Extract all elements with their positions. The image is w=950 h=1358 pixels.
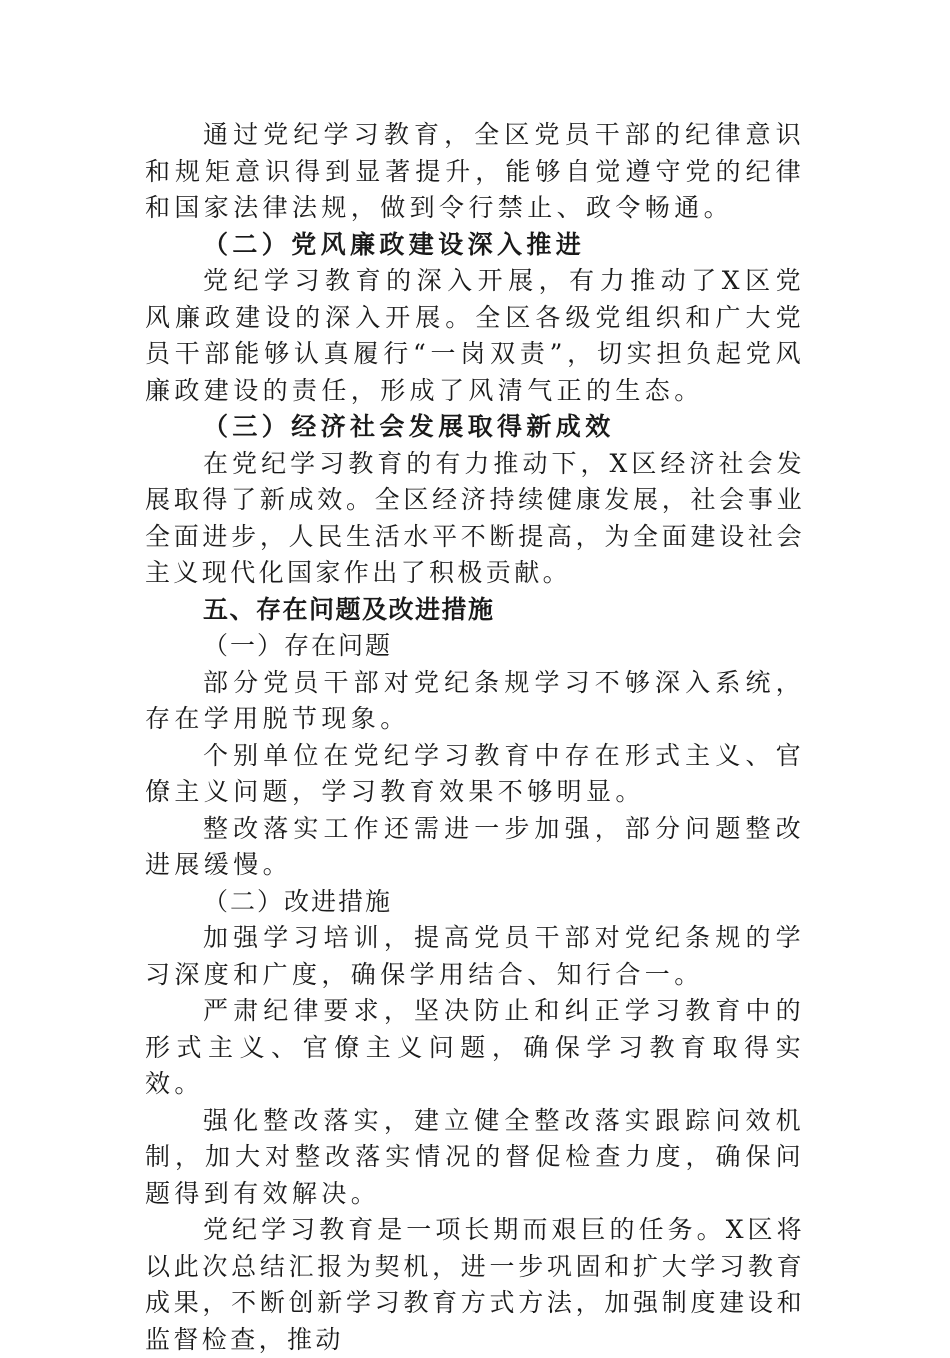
paragraph: 个别单位在党纪学习教育中存在形式主义、官僚主义问题，学习教育效果不够明显。 [145,740,805,806]
document-body [145,117,805,1358]
paragraph: 部分党员干部对党纪条规学习不够深入系统，存在学用脱节现象。 [145,667,805,733]
chapter-heading: 五、存在问题及改进措施 [203,594,495,624]
paragraph: 党纪学习教育是一项长期而艰巨的任务。X区将以此次总结汇报为契机，进一步巩固和扩大学习教育成果，不断创新学习教育方式方法，加强制度建设和监督检查，推动 [145,1215,805,1354]
paragraph: 整改落实工作还需进一步加强，部分问题整改进展缓慢。 [145,813,805,879]
section-heading: （三）经济社会发展取得新成效 [203,412,615,441]
paragraph: 严肃纪律要求，坚决防止和纠正学习教育中的形式主义、官僚主义问题，确保学习教育取得实效。 [145,996,805,1098]
paragraph: 强化整改落实，建立健全整改落实跟踪问效机制，加大对整改落实情况的督促检查力度，确保问题得到有效解决。 [145,1105,805,1208]
subsection-heading: （二）改进措施 [203,886,393,916]
section-heading: （二）党风廉政建设深入推进 [203,229,586,259]
paragraph: 在党纪学习教育的有力推动下，X区经济社会发展取得了新成效。全区经济持续健康发展，社会事业全面进步，人民生活水平不断提高，为全面建设社会主义现代化国家作出了积极贡献。 [145,448,805,587]
paragraph: 通过党纪学习教育，全区党员干部的纪律意识和规矩意识得到显著提升，能够自觉遵守党的纪律和国家法律法规，做到令行禁止、政令畅通。 [145,120,805,222]
paragraph: 加强学习培训，提高党员干部对党纪条规的学习深度和广度，确保学用结合、知行合一。 [145,923,805,989]
subsection-heading: （一）存在问题 [203,631,393,660]
paragraph: 党纪学习教育的深入开展，有力推动了X区党风廉政建设的深入开展。全区各级党组织和广大党员干部能够认真履行“一岗双责”，切实担负起党风廉政建设的责任，形成了风清气正的生态。 [145,266,805,405]
